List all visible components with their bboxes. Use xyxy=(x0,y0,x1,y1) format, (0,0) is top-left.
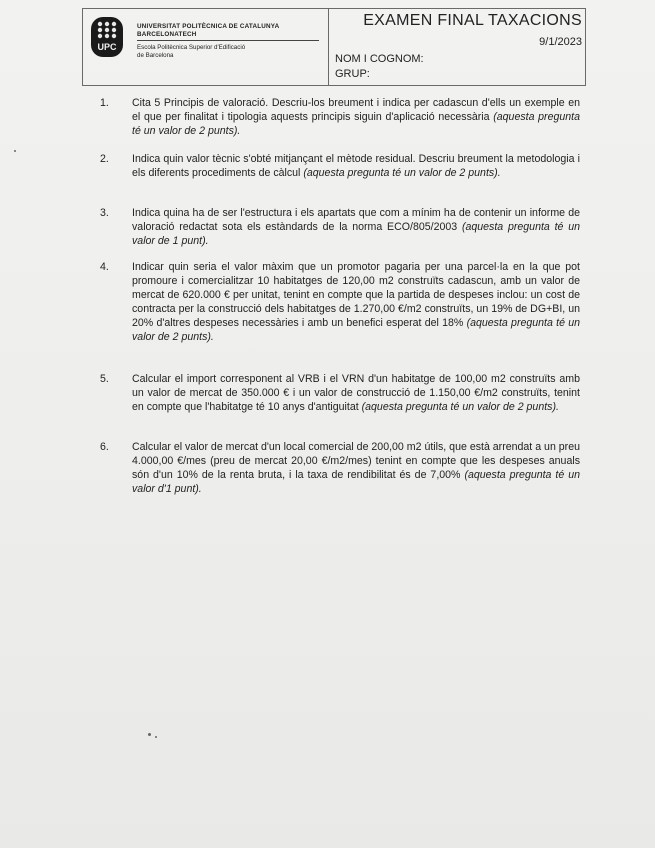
question-text: Indicar quin seria el valor màxim que un promotor pagaria per una parcel·la en la que pot promoure i comercialitzar 10 habitatges de 120,00 m2 construïts cadascun, amb un valor de mercat de 620.000 € per unitat, tenint en compte que la partida de despeses inclou: un cost de contracta per la construcció dels habitatges de 1.270,00 €/m2 construïts, un 19% de DG+BI, un 20% d'altres despeses necessàries i amb un benefici esperat del 18% xyxy=(132,261,580,329)
question-text: Cita 5 Principis de valoració. Descriu-los breument i indica per cadascun d'ells un exemple en el que per finalitat i tipologia aquests principis siguin d'aplicació necessària xyxy=(132,97,580,123)
group-label: GRUP: xyxy=(335,68,370,80)
question-4 xyxy=(100,260,580,344)
question-points-note: (aquesta pregunta té un valor de 2 punts). xyxy=(132,111,580,137)
question-number: 1. xyxy=(100,97,109,109)
question-2 xyxy=(100,152,580,180)
question-5 xyxy=(100,372,580,414)
school-name xyxy=(137,44,245,60)
question-number: 5. xyxy=(100,373,109,385)
question-3 xyxy=(100,206,580,248)
upc-logo xyxy=(91,17,123,57)
header-rule xyxy=(137,40,319,41)
university-line: UNIVERSITAT POLITÈCNICA DE CATALUNYA xyxy=(137,23,280,30)
question-number: 4. xyxy=(100,261,109,273)
university-sub: BARCELONATECH xyxy=(137,31,197,38)
question-points-note: (aquesta pregunta té un valor de 1 punt). xyxy=(132,221,581,247)
question-points-note: (aquesta pregunta té un valor d'1 punt). xyxy=(132,469,580,495)
exam-header xyxy=(82,8,586,86)
scan-speck xyxy=(148,733,151,736)
upc-logo-icon xyxy=(91,17,123,57)
question-number: 2. xyxy=(100,153,109,165)
question-points-note: (aquesta pregunta té un valor de 2 punts). xyxy=(303,167,501,179)
school-line-2: de Barcelona xyxy=(137,52,174,59)
question-number: 3. xyxy=(100,207,109,219)
exam-date: 9/1/2023 xyxy=(539,36,582,48)
exam-title: EXAMEN FINAL TAXACIONS xyxy=(363,12,582,29)
question-6 xyxy=(100,440,580,496)
scan-speck xyxy=(155,736,157,738)
name-label: NOM I COGNOM: xyxy=(335,53,424,65)
question-points-note: (aquesta pregunta té un valor de 2 punts). xyxy=(132,317,580,343)
question-number: 6. xyxy=(100,441,109,453)
question-text: Indica quina ha de ser l'estructura i els apartats que com a mínim ha de contenir un informe de valoració redactat sota els estàndards de la norma ECO/805/2003 xyxy=(132,207,580,233)
question-points-note: (aquesta pregunta té un valor de 2 punts). xyxy=(361,401,559,413)
question-text: Calcular el import corresponent al VRB i el VRN d'un habitatge de 100,00 m2 construïts amb un valor de mercat de 350.000 € i un valor de construcció de 1.150,00 €/m2 construïts, tenint en compte que l'habitatge té 10 anys d'antiguitat xyxy=(132,373,580,413)
question-1 xyxy=(100,96,580,138)
question-text: Indica quin valor tècnic s'obté mitjançant el mètode residual. Descriu breument la metodologia i els diferents procediments de càlcul xyxy=(132,153,580,179)
question-text: Calcular el valor de mercat d'un local comercial de 200,00 m2 útils, que està arrendat a un preu 4.000,00 €/mes (preu de mercat 20,00 €/m2/mes) tenint en compte que les despeses anuals són d'un 10% de la renta bruta, i la taxa de rendibilitat és de 7,00% xyxy=(132,441,580,481)
scan-speck xyxy=(14,150,16,152)
university-name xyxy=(137,23,279,39)
logo-text: UPC xyxy=(97,42,117,52)
header-divider xyxy=(328,9,329,85)
school-line-1: Escola Politècnica Superior d'Edificació xyxy=(137,44,246,51)
